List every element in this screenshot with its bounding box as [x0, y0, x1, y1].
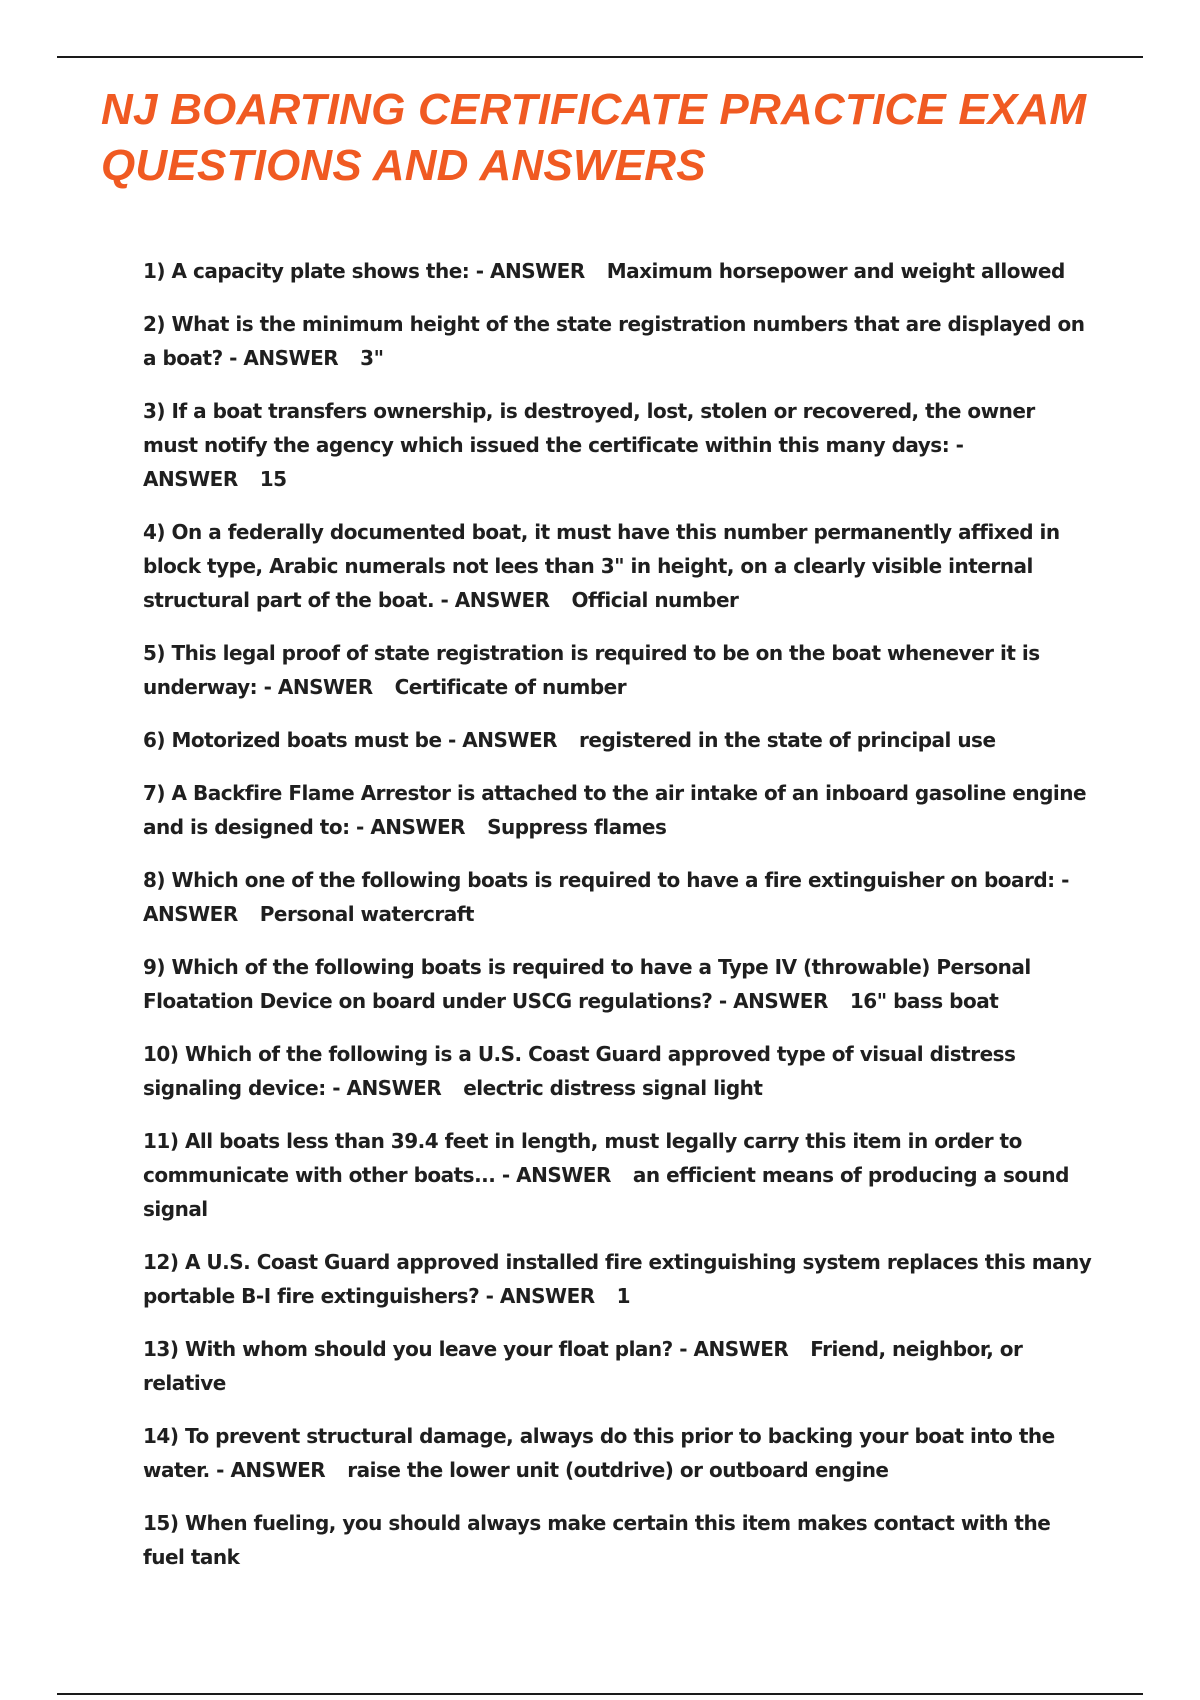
qa-list — [143, 254, 1093, 1593]
qa-item: 5) This legal proof of state registration is required to be on the boat whenever it is underway: - ANSWER Certificate of number — [143, 641, 1040, 699]
question-text: Which one of the following boats is required to have a fire extinguisher on board: — [171, 868, 1055, 892]
title-line-2: QUESTIONS AND ANSWERS — [101, 141, 706, 190]
answer-label: ANSWER — [143, 467, 238, 491]
question-text: Which of the following boats is required to have a Type IV (throwable) Personal Floatation Device on board under USCG regulations? — [143, 955, 1031, 1013]
answer-text: Suppress flames — [487, 815, 667, 839]
question-text: This legal proof of state registration is required to be on the boat whenever it is underway: — [143, 641, 1040, 699]
title-line-1: NJ BOARTING CERTIFICATE PRACTICE EXAM — [101, 85, 1087, 134]
question-text: A capacity plate shows the: — [171, 259, 470, 283]
answer-label: ANSWER — [733, 989, 828, 1013]
answer-text: 15 — [259, 467, 287, 491]
question-number: 7) — [143, 781, 166, 805]
document-title — [101, 82, 1200, 194]
qa-item: 11) All boats less than 39.4 feet in length, must legally carry this item in order to communicate with other boats... - ANSWER an efficient means of producing a sound signal — [143, 1129, 1069, 1221]
question-text: A U.S. Coast Guard approved installed fire extinguishing system replaces this many portable B-I fire extinguishers? — [143, 1250, 1092, 1308]
answer-label: ANSWER — [230, 1458, 326, 1482]
answer-label: ANSWER — [370, 815, 466, 839]
question-text: With whom should you leave your float plan? — [184, 1337, 673, 1361]
question-number: 11) — [143, 1129, 179, 1153]
answer-text: Certificate of number — [394, 675, 627, 699]
answer-text: raise the lower unit (outdrive) or outboard engine — [347, 1458, 889, 1482]
answer-text: 16" bass boat — [849, 989, 999, 1013]
qa-item: 1) A capacity plate shows the: - ANSWER Maximum horsepower and weight allowed — [143, 259, 1065, 283]
question-number: 4) — [143, 520, 166, 544]
qa-item: 12) A U.S. Coast Guard approved installed fire extinguishing system replaces this many portable B-I fire extinguishers? - ANSWER 1 — [143, 1250, 1092, 1308]
question-text: To prevent structural damage, always do this prior to backing your boat into the water. — [143, 1424, 1055, 1482]
answer-text: Official number — [571, 588, 739, 612]
answer-text: 1 — [616, 1284, 631, 1308]
qa-item: 7) A Backfire Flame Arrestor is attached to the air intake of an inboard gasoline engine and is designed to: - ANSWER Suppress flames — [143, 781, 1087, 839]
qa-item: 14) To prevent structural damage, always do this prior to backing your boat into the water. - ANSWER raise the lower unit (outdrive) or outboard engine — [143, 1424, 1055, 1482]
answer-label: ANSWER — [516, 1163, 611, 1187]
question-text: What is the minimum height of the state registration numbers that are displayed on a boat? — [143, 312, 1085, 370]
answer-label: ANSWER — [454, 588, 550, 612]
qa-item: 3) If a boat transfers ownership, is destroyed, lost, stolen or recovered, the owner must notify the agency which issued the certificate within this many days: - ANSWER 15 — [143, 399, 1035, 491]
answer-label: ANSWER — [243, 346, 339, 370]
qa-item: 13) With whom should you leave your float plan? - ANSWER Friend, neighbor, or relative — [143, 1337, 1023, 1395]
question-number: 13) — [143, 1337, 179, 1361]
qa-item: 2) What is the minimum height of the state registration numbers that are displayed on a boat? - ANSWER 3" — [143, 312, 1085, 370]
answer-text: 3" — [360, 346, 384, 370]
top-rule — [57, 56, 1143, 58]
qa-item: 4) On a federally documented boat, it must have this number permanently affixed in block type, Arabic numerals not lees than 3" in height, on a clearly visible internal structural part of the boat. - ANSWER Official number — [143, 520, 1060, 612]
question-text: Which of the following is a U.S. Coast Guard approved type of visual distress signaling device: — [143, 1042, 1016, 1100]
answer-label: ANSWER — [499, 1284, 595, 1308]
question-number: 2) — [143, 312, 166, 336]
question-number: 3) — [143, 399, 166, 423]
answer-label: ANSWER — [346, 1076, 442, 1100]
answer-text: electric distress signal light — [463, 1076, 763, 1100]
question-number: 14) — [143, 1424, 179, 1448]
answer-label: ANSWER — [277, 675, 373, 699]
answer-label: ANSWER — [462, 728, 558, 752]
answer-text: Personal watercraft — [259, 902, 474, 926]
question-number: 10) — [143, 1042, 179, 1066]
question-number: 1) — [143, 259, 166, 283]
answer-label: ANSWER — [490, 259, 585, 283]
question-number: 12) — [143, 1250, 179, 1274]
question-number: 8) — [143, 868, 166, 892]
answer-text: Friend, neighbor, or relative — [143, 1337, 1023, 1395]
question-text: On a federally documented boat, it must have this number permanently affixed in block type, Arabic numerals not lees than 3" in height, on a clearly visible internal structural part of the boat. — [143, 520, 1060, 612]
question-text: All boats less than 39.4 feet in length, must legally carry this item in order to communicate with other boats... — [143, 1129, 1022, 1187]
question-text: If a boat transfers ownership, is destroyed, lost, stolen or recovered, the owner must notify the agency which issued the certificate within this many days: — [143, 399, 1035, 457]
question-number: 5) — [143, 641, 166, 665]
answer-text: Maximum horsepower and weight allowed — [606, 259, 1065, 283]
answer-label: ANSWER — [143, 902, 238, 926]
question-text: When fueling, you should always make certain this item makes contact with the fuel tank — [143, 1511, 1051, 1569]
qa-item: 10) Which of the following is a U.S. Coast Guard approved type of visual distress signaling device: - ANSWER electric distress signal light — [143, 1042, 1016, 1100]
qa-item: 8) Which one of the following boats is required to have a fire extinguisher on board: - ANSWER Personal watercraft — [143, 868, 1069, 926]
answer-label: ANSWER — [693, 1337, 789, 1361]
qa-item — [143, 1506, 1093, 1574]
answer-text: registered in the state of principal use — [579, 728, 996, 752]
qa-item: 6) Motorized boats must be - ANSWER registered in the state of principal use — [143, 728, 996, 752]
question-number: 6) — [143, 728, 166, 752]
question-number: 9) — [143, 955, 166, 979]
question-text: A Backfire Flame Arrestor is attached to the air intake of an inboard gasoline engine and is designed to: — [143, 781, 1087, 839]
answer-text: an efficient means of producing a sound signal — [143, 1163, 1069, 1221]
bottom-rule — [57, 1693, 1143, 1695]
question-text: Motorized boats must be — [171, 728, 442, 752]
question-number: 15) — [143, 1511, 179, 1535]
qa-item: 9) Which of the following boats is required to have a Type IV (throwable) Personal Floatation Device on board under USCG regulations? - ANSWER 16" bass boat — [143, 955, 1031, 1013]
